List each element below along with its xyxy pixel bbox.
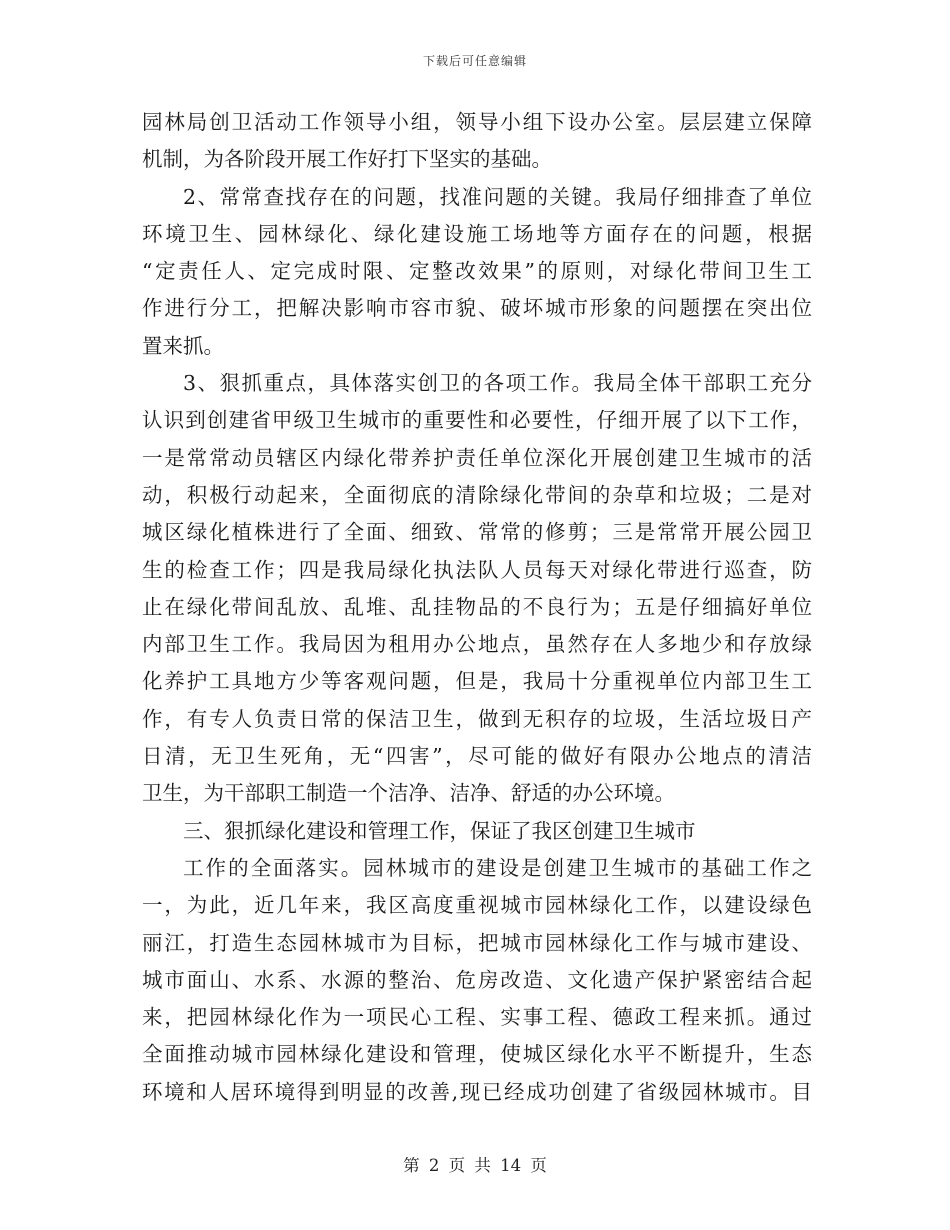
- text-line: 2、常常查找存在的问题，找准问题的关键。我局仔细排查了单位: [183, 184, 812, 209]
- text-line: 止在绿化带间乱放、乱堆、乱挂物品的不良行为；五是仔细搞好单位: [142, 594, 812, 619]
- text-line: “定责任人、定完成时限、定整改效果”的原则，对绿化带间卫生工: [142, 259, 812, 284]
- text-line: 机制，为各阶段开展工作好打下坚实的基础。: [142, 147, 552, 172]
- text-line: 内部卫生工作。我局因为租用办公地点，虽然存在人多地少和存放绿: [142, 632, 812, 657]
- text-line: 作进行分工，把解决影响市容市貌、破坏城市形象的问题摆在突出位: [142, 296, 812, 321]
- text-line: 卫生，为干部职工制造一个洁净、洁净、舒适的办公环境。: [142, 781, 675, 806]
- text-line: 全面推动城市园林绿化建设和管理，使城区绿化水平不断提升，生态: [142, 1042, 812, 1067]
- text-line: 环境和人居环境得到明显的改善,现已经成功创建了省级园林城市。目: [142, 1079, 812, 1104]
- text-line: 丽江，打造生态园林城市为目标，把城市园林绿化工作与城市建设、: [142, 930, 812, 955]
- text-line: 城区绿化植株进行了全面、细致、常常的修剪；三是常常开展公园卫: [142, 520, 812, 545]
- text-line: 园林局创卫活动工作领导小组，领导小组下设办公室。层层建立保障: [142, 110, 812, 134]
- page-header: 下载后可任意编辑: [422, 54, 527, 68]
- text-line: 化养护工具地方少等客观问题，但是，我局十分重视单位内部卫生工: [142, 669, 812, 694]
- text-line: 置来抓。: [142, 333, 224, 358]
- text-line: 动，积极行动起来，全面彻底的清除绿化带间的杂草和垃圾；二是对: [142, 482, 812, 507]
- text-line: 城市面山、水系、水源的整治、危房改造、文化遗产保护紧密结合起: [142, 967, 812, 992]
- text-line: 一，为此，近几年来，我区高度重视城市园林绿化工作，以建设绿色: [142, 893, 812, 918]
- text-line: 认识到创建省甲级卫生城市的重要性和必要性，仔细开展了以下工作，: [142, 408, 812, 433]
- text-line: 生的检查工作；四是我局绿化执法队人员每天对绿化带进行巡查，防: [142, 557, 812, 582]
- section-heading: 三、狠抓绿化建设和管理工作，保证了我区创建卫生城市: [183, 818, 696, 843]
- document-body: [142, 104, 812, 1111]
- text-line: 环境卫生、园林绿化、绿化建设施工场地等方面存在的问题，根据: [142, 221, 812, 246]
- text-line: 作，有专人负责日常的保洁卫生，做到无积存的垃圾，生活垃圾日产: [142, 706, 812, 731]
- text-line: 日清，无卫生死角，无“四害”，尽可能的做好有限办公地点的清洁: [142, 744, 812, 769]
- text-line: 工作的全面落实。园林城市的建设是创建卫生城市的基础工作之: [183, 855, 812, 880]
- text-line: 3、狠抓重点，具体落实创卫的各项工作。我局全体干部职工充分: [183, 371, 812, 396]
- page-number-footer: 第 2 页 共 14 页: [403, 1156, 547, 1175]
- text-line: 来，把园林绿化作为一项民心工程、实事工程、德政工程来抓。通过: [142, 1005, 812, 1030]
- text-line: 一是常常动员辖区内绿化带养护责任单位深化开展创建卫生城市的活: [142, 445, 812, 470]
